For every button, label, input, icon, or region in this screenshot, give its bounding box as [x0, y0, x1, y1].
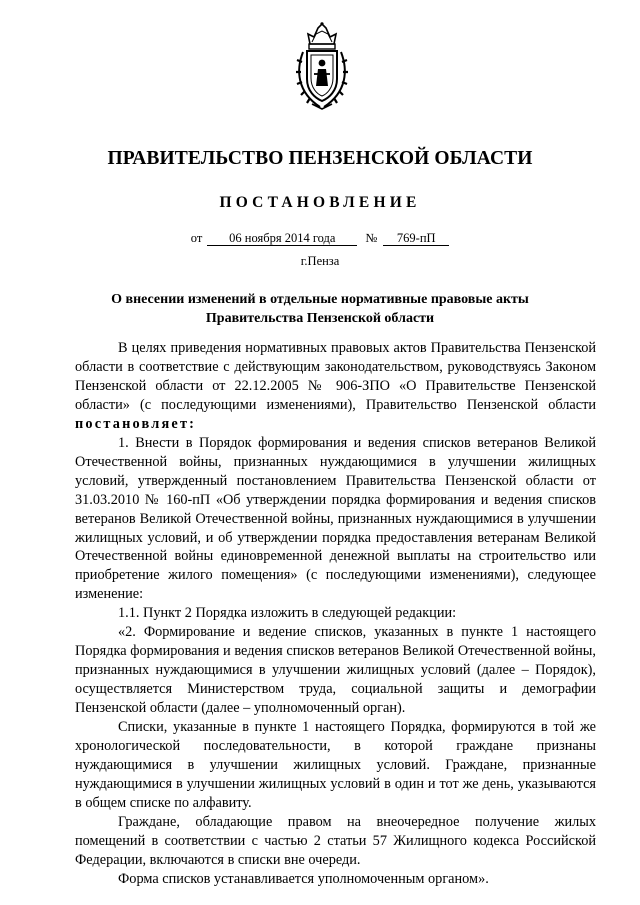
document-subject	[60, 290, 580, 328]
paragraph-item-1-1: 1.1. Пункт 2 Порядка изложить в следующей редакции:	[118, 605, 457, 622]
paragraph-preamble	[75, 339, 596, 434]
paragraph-quoted-item-2: «2. Формирование и ведение списков, указанных в пункте 1 настоящего Порядка формирования и ведения списков ветеранов Великой Отечественной войны, признанных нуждающимися в улучшении жилищных условий (далее – Порядок), осуществляется Министерством труда, социальной защиты и демографии Пензенской области (далее – уполномоченный орган).	[75, 624, 596, 717]
date-number-line	[0, 231, 640, 246]
document-type: ПОСТАНОВЛЕНИЕ	[219, 194, 421, 211]
paragraph-form-of-lists: Форма списков устанавливается уполномоченным органом».	[118, 870, 489, 887]
document-date: 06 ноября 2014 года	[207, 231, 357, 246]
paragraph-lists-order: Списки, указанные в пункте 1 настоящего Порядка, формируются в той же хронологической последовательности, в которой граждане признаны нуждающимися в улучшении жилищных условий. Граждане, признанные нуждающимися в улучшении жилищных условий в один и тот же день, указываются в общем списке по алфавиту.	[75, 719, 596, 811]
subject-line-2: Правительства Пензенской области	[205, 311, 435, 326]
decree-word: постановляет:	[75, 415, 197, 432]
number-prefix: №	[365, 231, 378, 245]
organization-title: ПРАВИТЕЛЬСТВО ПЕНЗЕНСКОЙ ОБЛАСТИ	[107, 148, 533, 169]
paragraph-item-1: 1. Внести в Порядок формирования и ведения списков ветеранов Великой Отечественной войны, признанных нуждающимися в улучшении жилищных условий, утвержденный постановлением Правительства Пензенской области от 31.03.2010 № 160-пП «Об утверждении порядка формирования и ведения списков ветеранов Великой Отечественной войны, признанных нуждающимися в улучшении жилищных условий, и об утверждении порядка предоставления ветеранам Великой Отечественной войны единовременной денежной выплаты на строительство или приобретение жилого помещения» (с последующими изменениями), следующее изменение:	[75, 434, 596, 603]
penza-region-coat-of-arms-icon	[294, 22, 350, 110]
city: г.Пенза	[300, 254, 340, 268]
preamble-text: В целях приведения нормативных правовых актов Правительства Пензенской области в соответствие с действующим законодательством, руководствуясь Законом Пензенской области от 22.12.2005 № 906-ЗПО «О Правительстве Пензенской области» (с последующими изменениями), Правительство Пензенской области	[75, 340, 596, 413]
subject-line-1: О внесении изменений в отдельные нормативные правовые акты	[111, 292, 529, 307]
document-body	[75, 339, 596, 889]
paragraph-priority-citizens: Граждане, обладающие правом на внеочередное получение жилых помещений в соответствии с частью 2 статьи 57 Жилищного кодекса Российской Федерации, включаются в списки вне очереди.	[75, 813, 596, 868]
document-number: 769-пП	[383, 231, 449, 246]
date-prefix: от	[190, 231, 203, 245]
